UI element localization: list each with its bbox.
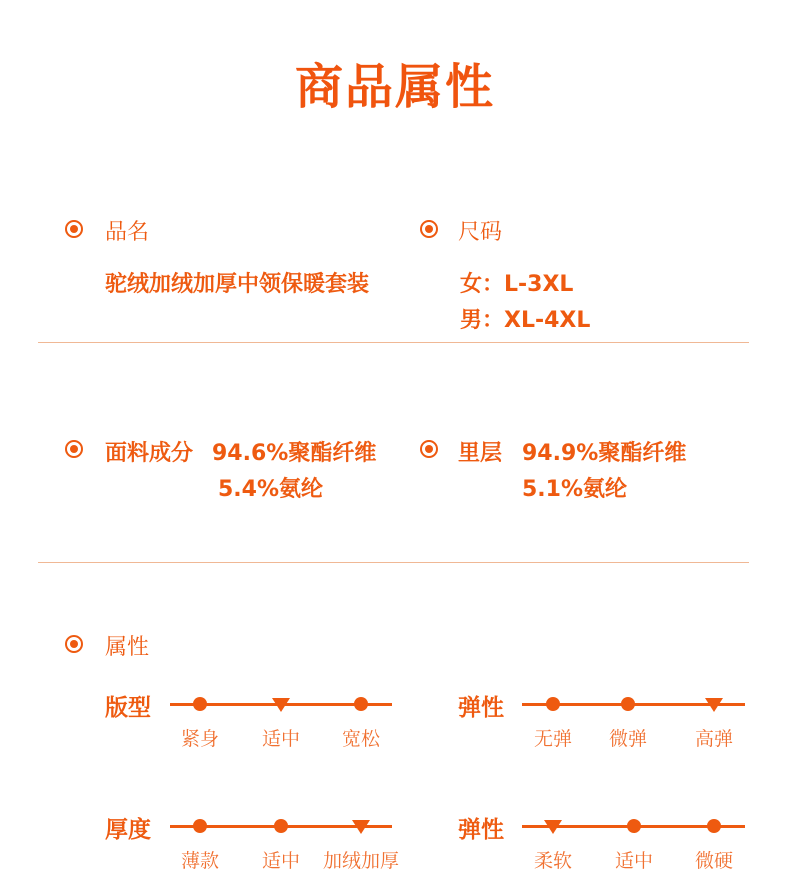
size-women: 女：L-3XL — [460, 272, 574, 297]
page-title: 商品属性 — [294, 59, 495, 115]
divider — [38, 562, 749, 563]
bullet-icon — [420, 440, 438, 458]
lining-heading: 里层 — [458, 441, 503, 466]
scale-option-label: 紧身 — [180, 728, 219, 750]
bullet-icon — [65, 440, 83, 458]
scale-label: 版型 — [105, 695, 151, 721]
size-men: 男：XL-4XL — [460, 308, 591, 333]
name-heading: 品名 — [105, 220, 150, 245]
scale-option-label: 高弹 — [694, 728, 733, 750]
scale-point — [274, 819, 288, 833]
scale-option-label: 微硬 — [694, 850, 733, 872]
scale-point — [193, 697, 207, 711]
bullet-icon — [65, 635, 83, 653]
scale-point — [546, 697, 560, 711]
scale-option-label: 微弹 — [608, 728, 647, 750]
fabric-line1: 94.6%聚酯纤维 — [212, 441, 377, 466]
selected-marker-icon — [544, 820, 562, 834]
scale-point — [621, 697, 635, 711]
scale-label: 弹性 — [458, 817, 504, 843]
scale-label: 厚度 — [105, 817, 151, 843]
scale-label: 弹性 — [458, 695, 504, 721]
scale-option-label: 加绒加厚 — [322, 850, 399, 872]
fabric-heading: 面料成分 — [105, 441, 194, 466]
scale-option-label: 柔软 — [533, 850, 572, 872]
selected-marker-icon — [705, 698, 723, 712]
lining-line2: 5.1%氨纶 — [522, 477, 628, 502]
scale-option-label: 薄款 — [180, 850, 219, 872]
divider — [38, 342, 749, 343]
scale-option-label: 无弹 — [533, 728, 572, 750]
name-value: 驼绒加绒加厚中领保暖套装 — [105, 272, 370, 297]
attributes-heading: 属性 — [105, 635, 150, 660]
bullet-icon — [65, 220, 83, 238]
scale-option-label: 宽松 — [341, 728, 380, 750]
scale-option-label: 适中 — [261, 850, 300, 872]
fabric-line2: 5.4%氨纶 — [218, 477, 324, 502]
selected-marker-icon — [272, 698, 290, 712]
bullet-icon — [420, 220, 438, 238]
size-heading: 尺码 — [458, 220, 503, 245]
scale-point — [354, 697, 368, 711]
scale-point — [707, 819, 721, 833]
scale-option-label: 适中 — [614, 850, 653, 872]
scale-point — [627, 819, 641, 833]
scale-option-label: 适中 — [261, 728, 300, 750]
selected-marker-icon — [352, 820, 370, 834]
scale-point — [193, 819, 207, 833]
lining-line1: 94.9%聚酯纤维 — [522, 441, 687, 466]
